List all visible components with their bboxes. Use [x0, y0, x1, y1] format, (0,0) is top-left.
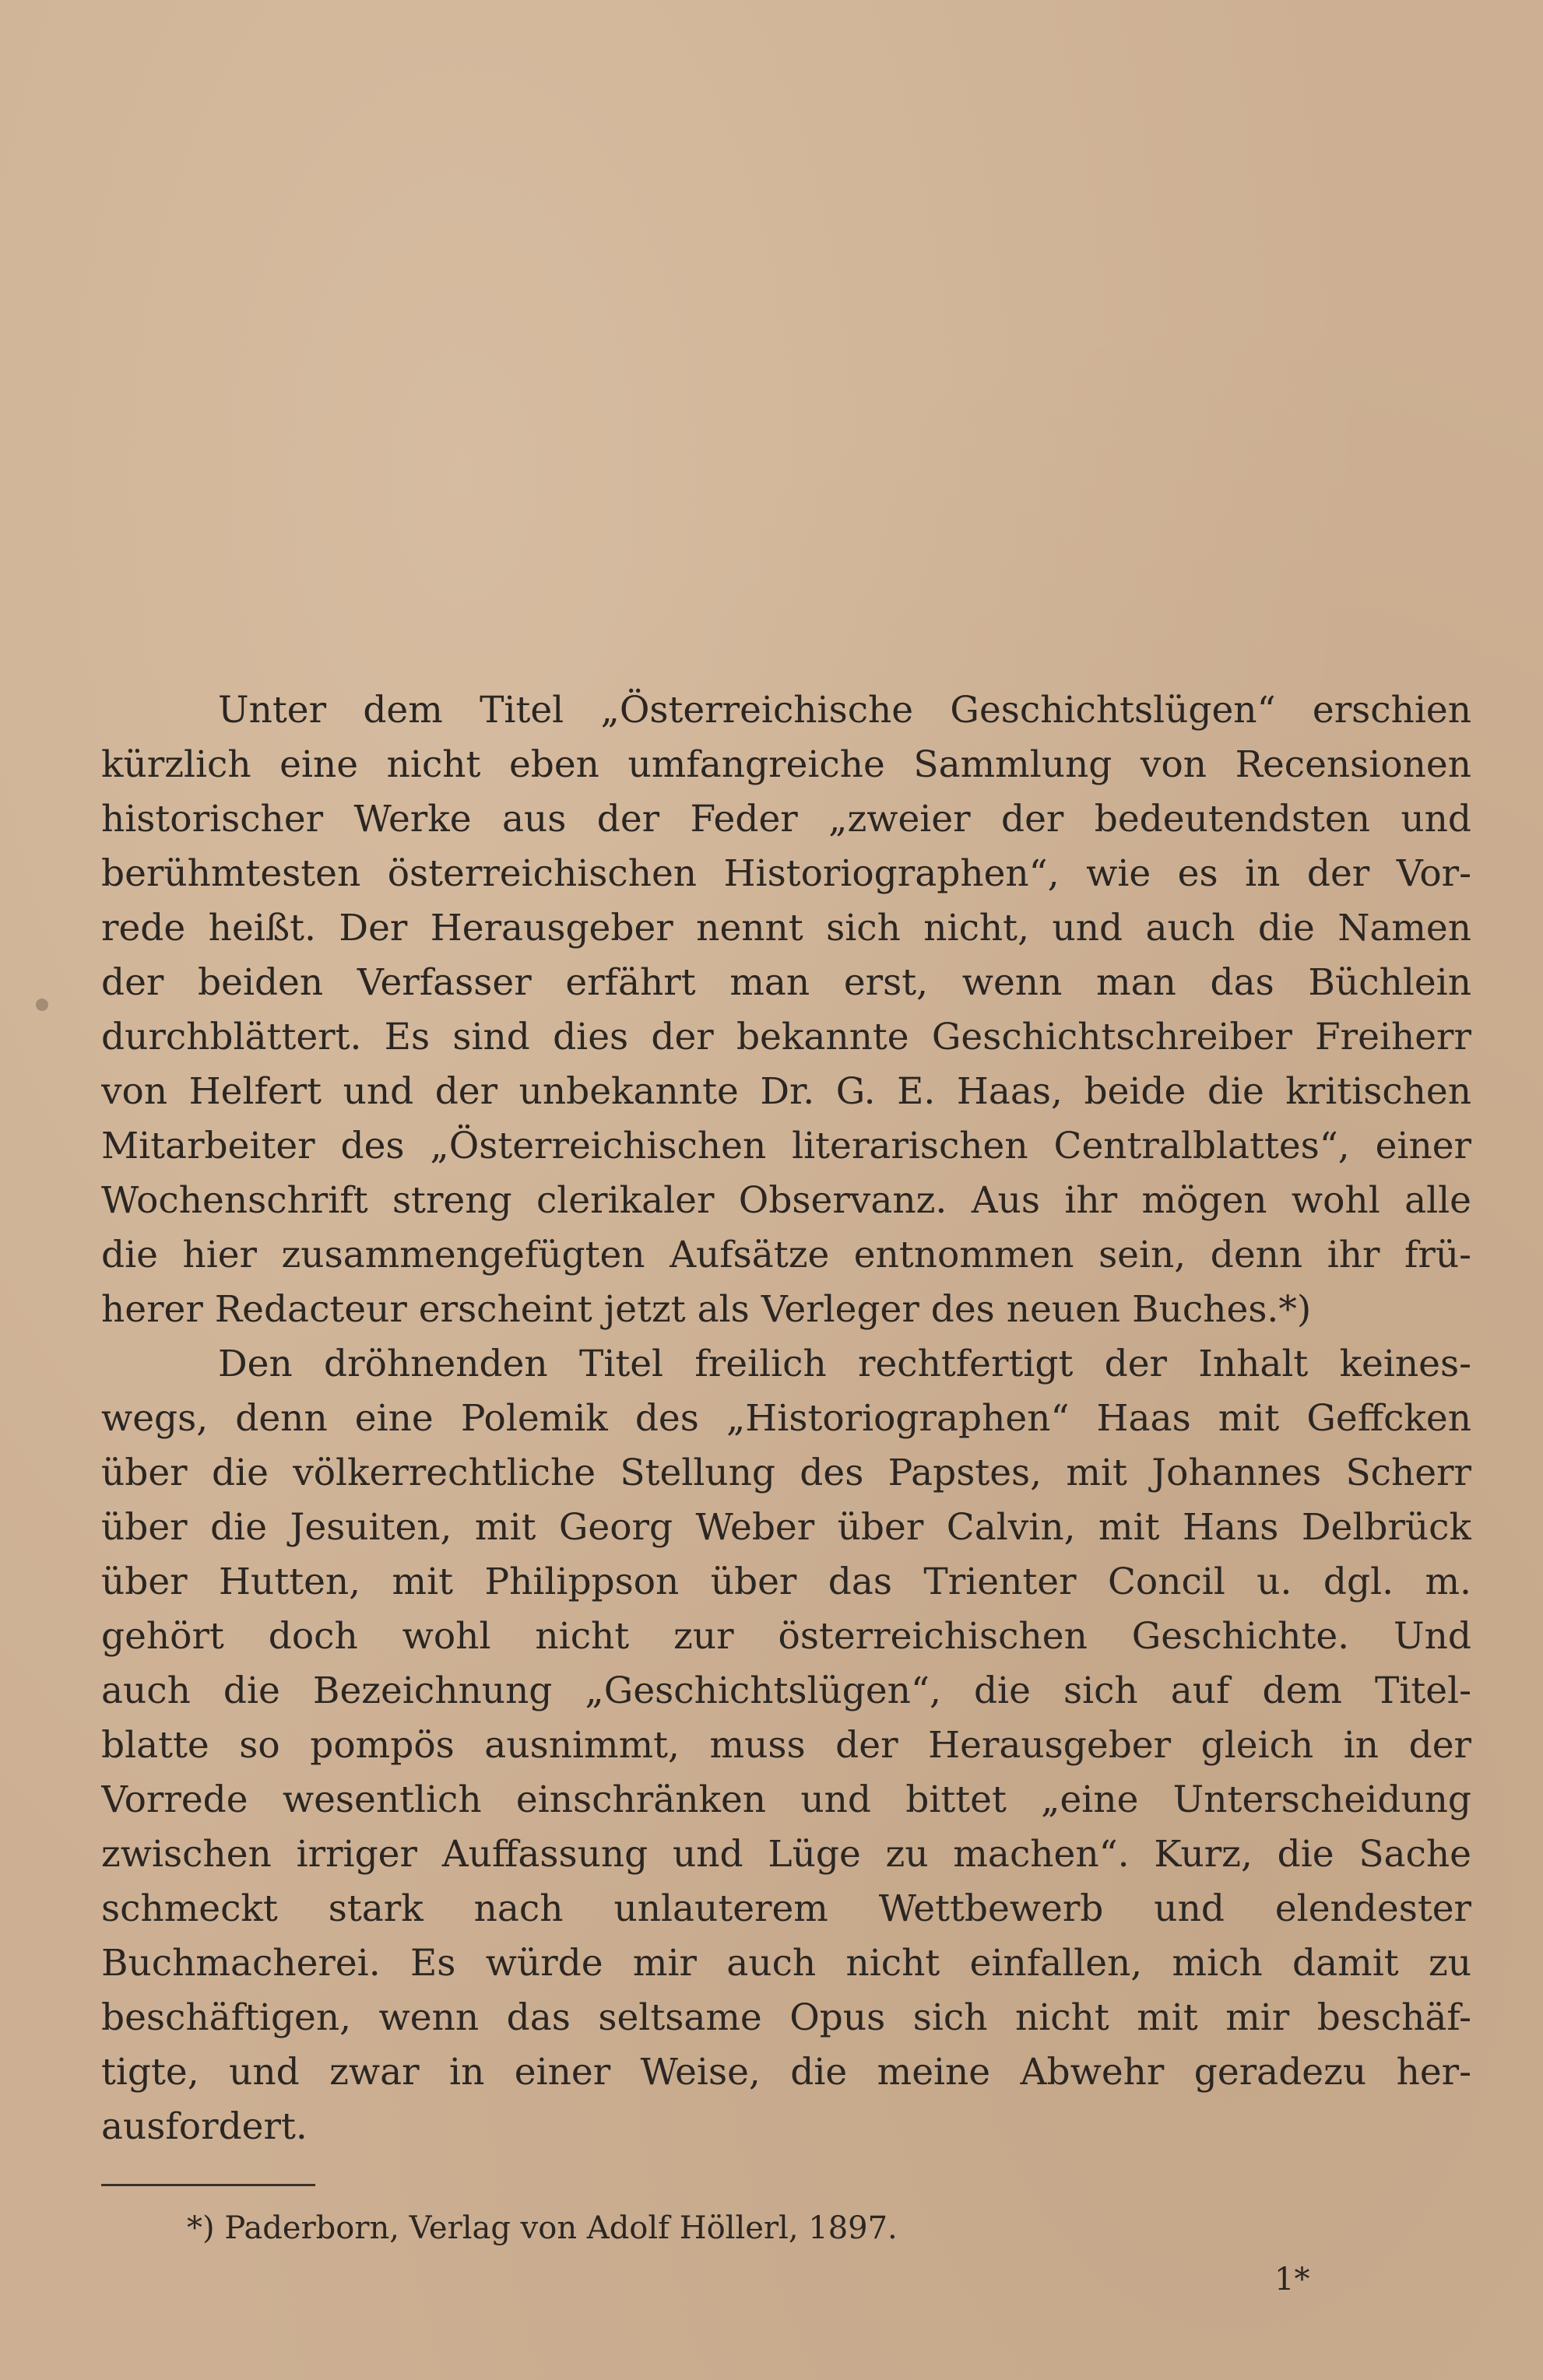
- text-line: über die völkerrechtliche Stellung des Papstes, mit Johannes Scherr: [101, 1452, 1471, 1494]
- text-line: schmeckt stark nach unlauterem Wettbewerb und elendester: [101, 1887, 1471, 1930]
- text-line: blatte so pompös ausnimmt, muss der Herausgeber gleich in der: [101, 1724, 1471, 1767]
- text-line: zwischen irriger Auffassung und Lüge zu machen“. Kurz, die Sache: [101, 1833, 1471, 1876]
- text-line: rede heißt. Der Herausgeber nennt sich nicht, und auch die Namen: [101, 907, 1471, 950]
- text-line: ausfordert.: [101, 2105, 308, 2148]
- text-line: beschäftigen, wenn das seltsame Opus sich nicht mit mir beschäf-: [101, 1996, 1471, 2039]
- footnote-rule: [101, 2184, 315, 2186]
- text-line: Mitarbeiter des „Österreichischen literarischen Centralblattes“, einer: [101, 1125, 1471, 1167]
- text-line: kürzlich eine nicht eben umfangreiche Sammlung von Recensionen: [101, 743, 1471, 786]
- text-line: wegs, denn eine Polemik des „Historiographen“ Haas mit Geffcken: [101, 1397, 1471, 1440]
- text-line: herer Redacteur erscheint jetzt als Verleger des neuen Buches.*): [101, 1288, 1312, 1331]
- text-line: der beiden Verfasser erfährt man erst, wenn man das Büchlein: [101, 961, 1471, 1004]
- text-line: die hier zusammengefügten Aufsätze entnommen sein, denn ihr frü-: [101, 1234, 1471, 1276]
- text-line: berühmtesten österreichischen Historiographen“, wie es in der Vor-: [101, 852, 1471, 895]
- body-text: [101, 683, 1471, 2154]
- text-line: historischer Werke aus der Feder „zweier der bedeutendsten und: [101, 798, 1471, 841]
- text-line: tigte, und zwar in einer Weise, die meine Abwehr geradezu her-: [101, 2051, 1471, 2094]
- text-line: Den dröhnenden Titel freilich rechtfertigt der Inhalt keines-: [218, 1343, 1471, 1385]
- paper-blemish: [36, 999, 48, 1011]
- text-line: gehört doch wohl nicht zur österreichischen Geschichte. Und: [101, 1615, 1471, 1658]
- text-line: auch die Bezeichnung „Geschichtslügen“, die sich auf dem Titel-: [101, 1669, 1471, 1712]
- footnote: *) Paderborn, Verlag von Adolf Höllerl, 1897.: [187, 2210, 898, 2246]
- text-line: über die Jesuiten, mit Georg Weber über Calvin, mit Hans Delbrück: [101, 1506, 1471, 1549]
- text-line: Wochenschrift streng clerikaler Observanz. Aus ihr mögen wohl alle: [101, 1179, 1471, 1222]
- text-line: von Helfert und der unbekannte Dr. G. E. Haas, beide die kritischen: [101, 1070, 1471, 1113]
- text-line: Buchmacherei. Es würde mir auch nicht einfallen, mich damit zu: [101, 1942, 1471, 1985]
- text-line: über Hutten, mit Philippson über das Trienter Concil u. dgl. m.: [101, 1560, 1471, 1603]
- text-line: durchblättert. Es sind dies der bekannte Geschichtschreiber Freiherr: [101, 1016, 1471, 1058]
- text-line: Vorrede wesentlich einschränken und bittet „eine Unterscheidung: [101, 1778, 1471, 1821]
- text-line: Unter dem Titel „Österreichische Geschichtslügen“ erschien: [218, 689, 1471, 732]
- page-number: 1*: [1274, 2262, 1310, 2298]
